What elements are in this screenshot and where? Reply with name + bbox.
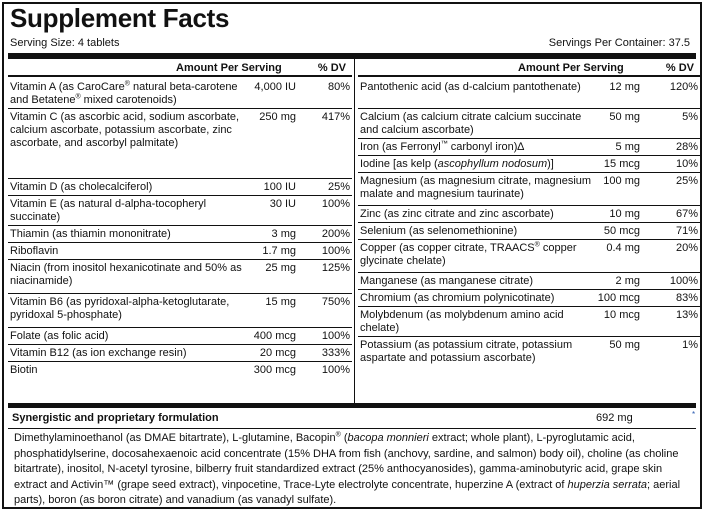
nutrient-name: Molybdenum (as molybdenum amino acid chelate) — [360, 309, 564, 334]
synergistic-divider — [8, 428, 696, 429]
supplement-facts-label — [2, 2, 702, 509]
right-column-header — [358, 59, 700, 77]
nutrient-name: Magnesium (as magnesium citrate, magnesium malate and magnesium taurinate) — [360, 175, 592, 200]
servings-per-container: Servings Per Container: 37.5 — [548, 37, 690, 49]
left-nutrient-row — [8, 226, 352, 243]
nutrient-dv: 120% — [669, 81, 698, 93]
dv-not-established-mark: * — [692, 410, 696, 419]
left-nutrient-row — [8, 362, 352, 387]
left-nutrient-row — [8, 79, 352, 109]
nutrient-dv: 417% — [321, 111, 350, 123]
nutrient-dv: 13% — [675, 309, 698, 321]
nutrient-dv: 25% — [675, 175, 698, 187]
nutrient-dv: 1% — [682, 339, 698, 351]
nutrient-dv: 83% — [675, 292, 698, 304]
ingredient-list: Dimethylaminoethanol (as DMAE bitartrate), L-glutamine, Bacopin® (bacopa monnieri extract; whole plant), L-pyroglutamic acid, phosphatidylserine, docosahexaenoic acid concentrate (15% DHA from fish (anchovy, sardine, and salmon) body oil), choline (as choline bitartrate), inositol, N-acetyl tyrosine, bilberry fruit standardized extract (25% anthocyanosides), gamma-aminobutyric acid, grape skin extract and Activin™ (grape seed extract), vinpocetine, Trace-Lyte electrolyte concentrate, huperzine A (extract of huperzia serrata; aerial parts), boron (as boron citrate) and vanadium (as vanadyl sulfate). — [14, 431, 681, 506]
nutrient-name: Vitamin B12 (as ion exchange resin) — [10, 347, 187, 359]
nutrient-amount: 4,000 IU — [254, 81, 296, 93]
nutrient-dv: 67% — [675, 208, 698, 220]
nutrient-amount: 15 mcg — [603, 158, 640, 170]
nutrient-dv: 100% — [321, 245, 350, 257]
nutrient-name: Vitamin E (as natural d-alpha-tocopheryl succinate) — [10, 198, 207, 223]
nutrient-amount: 50 mg — [609, 339, 640, 351]
nutrient-name: Calcium (as calcium citrate calcium succinate and calcium ascorbate) — [360, 111, 582, 136]
nutrient-amount: 20 mcg — [259, 347, 296, 359]
nutrient-dv: 100% — [321, 198, 350, 210]
nutrient-dv: 750% — [321, 296, 350, 308]
nutrient-name: Chromium (as chromium polynicotinate) — [360, 292, 555, 304]
nutrient-amount: 30 IU — [269, 198, 296, 210]
nutrient-dv: 5% — [682, 111, 698, 123]
nutrient-amount: 10 mg — [609, 208, 640, 220]
nutrient-name: Zinc (as zinc citrate and zinc ascorbate) — [360, 208, 554, 220]
nutrient-name: Vitamin B6 (as pyridoxal-alpha-ketoglutarate, pyridoxal 5-phosphate) — [10, 296, 230, 321]
right-nutrient-row — [358, 109, 700, 139]
right-nutrient-row — [358, 139, 700, 156]
nutrient-amount: 25 mg — [265, 262, 296, 274]
nutrient-dv: 71% — [675, 225, 698, 237]
right-nutrient-row — [358, 173, 700, 206]
left-nutrient-row — [8, 196, 352, 226]
nutrient-dv: 100% — [321, 330, 350, 342]
right-nutrient-row — [358, 156, 700, 173]
nutrient-name: Biotin — [10, 364, 38, 376]
nutrient-amount: 400 mcg — [253, 330, 296, 342]
nutrient-name: Copper (as copper citrate, TRAACS® copper glycinate chelate) — [360, 241, 577, 267]
nutrient-name: Folate (as folic acid) — [10, 330, 109, 342]
nutrient-name: Thiamin (as thiamin mononitrate) — [10, 228, 171, 240]
nutrient-amount: 250 mg — [259, 111, 296, 123]
nutrient-dv: 100% — [321, 364, 350, 376]
nutrient-dv: 333% — [321, 347, 350, 359]
nutrient-amount: 5 mg — [615, 141, 640, 153]
nutrient-name: Vitamin A (as CaroCare® natural beta-carotene and Betatene® mixed carotenoids) — [10, 80, 238, 106]
nutrient-name: Vitamin D (as cholecalciferol) — [10, 181, 153, 193]
amount-header: Amount Per Serving — [518, 62, 624, 74]
left-column-header — [8, 59, 352, 77]
right-nutrient-row — [358, 79, 700, 109]
left-nutrient-row — [8, 243, 352, 260]
nutrient-amount: 2 mg — [615, 275, 640, 287]
nutrient-dv: 28% — [675, 141, 698, 153]
nutrient-dv: 20% — [675, 242, 698, 254]
nutrient-dv: 80% — [327, 81, 350, 93]
left-nutrient-row — [8, 179, 352, 196]
left-nutrient-row — [8, 109, 352, 179]
label-title: Supplement Facts — [10, 3, 230, 33]
nutrient-dv: 25% — [327, 181, 350, 193]
nutrient-dv: 10% — [675, 158, 698, 170]
nutrient-amount: 100 mg — [603, 175, 640, 187]
dv-header: % DV — [317, 62, 346, 74]
synergistic-label: Synergistic and proprietary formulation — [12, 412, 219, 424]
nutrient-amount: 50 mcg — [603, 225, 640, 237]
dv-header: % DV — [665, 62, 694, 74]
nutrient-amount: 300 mcg — [253, 364, 296, 376]
left-nutrient-row — [8, 345, 352, 362]
nutrient-amount: 100 mcg — [597, 292, 640, 304]
nutrient-name: Potassium (as potassium citrate, potassium aspartate and potassium ascorbate) — [360, 339, 573, 364]
nutrient-name: Manganese (as manganese citrate) — [360, 275, 534, 287]
nutrient-name: Vitamin C (as ascorbic acid, sodium ascorbate, calcium ascorbate, potassium ascorbate, zinc ascorbate, and ascorbyl palmitate) — [10, 111, 240, 149]
right-nutrient-row — [358, 240, 700, 273]
nutrient-amount: 10 mcg — [603, 309, 640, 321]
right-nutrient-row — [358, 223, 700, 240]
nutrient-amount: 15 mg — [265, 296, 296, 308]
nutrient-name: Pantothenic acid (as d-calcium pantothenate) — [360, 81, 581, 93]
nutrient-name: Niacin (from inositol hexanicotinate and 50% as niacinamide) — [10, 262, 242, 287]
nutrient-name: Iron (as Ferronyl™ carbonyl iron)∆ — [360, 140, 525, 153]
nutrient-amount: 0.4 mg — [606, 242, 640, 254]
nutrient-amount: 50 mg — [609, 111, 640, 123]
amount-header: Amount Per Serving — [176, 62, 282, 74]
nutrient-amount: 1.7 mg — [262, 245, 296, 257]
nutrient-amount: 100 IU — [263, 181, 296, 193]
right-nutrient-row — [358, 290, 700, 307]
left-nutrient-row — [8, 328, 352, 345]
thick-divider-bottom — [8, 403, 696, 408]
nutrient-dv: 200% — [321, 228, 350, 240]
column-separator — [354, 59, 355, 403]
right-nutrient-row — [358, 206, 700, 223]
right-nutrient-row — [358, 273, 700, 290]
nutrient-name: Iodine [as kelp (ascophyllum nodosum)] — [360, 158, 554, 170]
serving-size: Serving Size: 4 tablets — [10, 37, 120, 49]
left-nutrient-row — [8, 294, 352, 328]
right-nutrient-row — [358, 307, 700, 337]
nutrient-name: Riboflavin — [10, 245, 59, 257]
nutrient-dv: 125% — [321, 262, 350, 274]
nutrient-dv: 100% — [669, 275, 698, 287]
nutrient-amount: 3 mg — [271, 228, 296, 240]
synergistic-amount: 692 mg — [596, 412, 633, 424]
right-nutrient-row — [358, 337, 700, 371]
nutrient-amount: 12 mg — [609, 81, 640, 93]
left-nutrient-row — [8, 260, 352, 294]
nutrient-columns — [8, 59, 696, 403]
nutrient-name: Selenium (as selenomethionine) — [360, 225, 518, 237]
